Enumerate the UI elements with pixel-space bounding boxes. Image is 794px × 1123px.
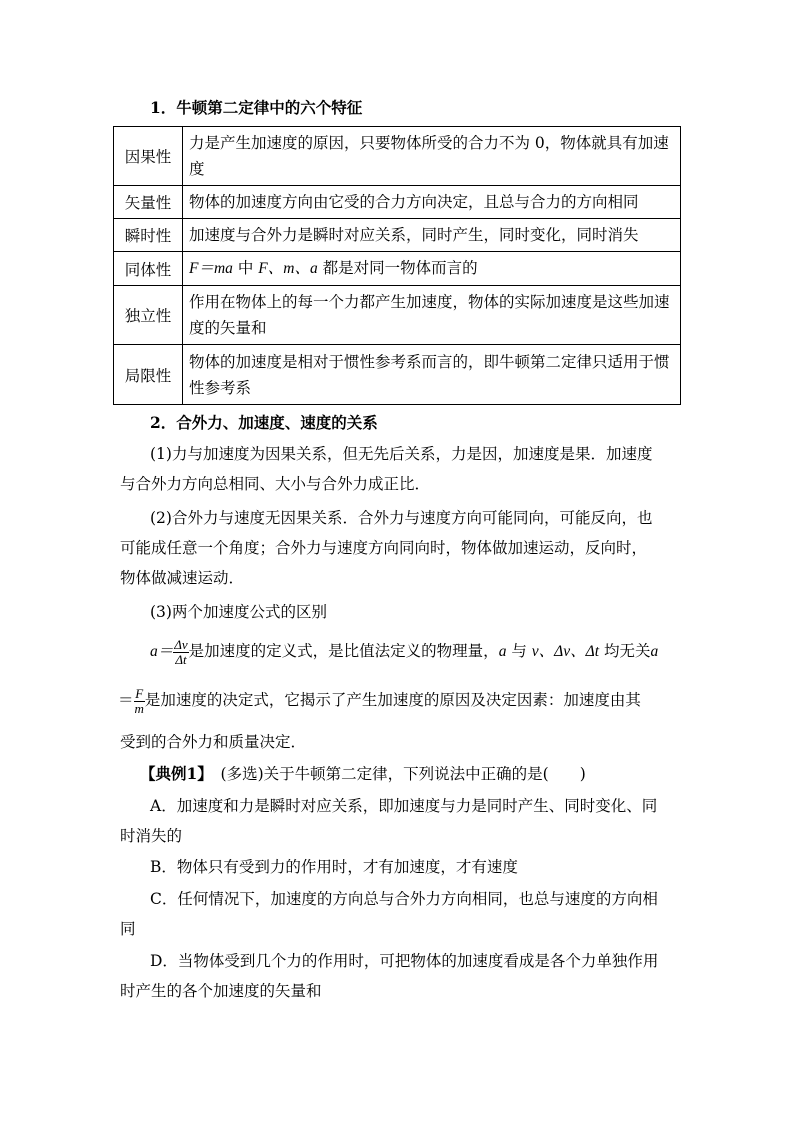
feature-desc: 物体的加速度是相对于惯性参考系而言的，即牛顿第二定律只适用于惯性参考系 [183,345,681,405]
paragraph-1-line: 与合外力方向总相同、大小与合外力成正比． [120,475,431,493]
feature-name: 独立性 [114,286,183,345]
paragraph-2-line: 物体做减速运动． [120,569,245,587]
option-c-line: 同 [120,920,136,938]
example-question: 【典例1】 (多选)关于牛顿第二定律，下列说法中正确的是( ) [140,764,586,783]
option-d-line: D．当物体受到几个力的作用时，可把物体的加速度看成是各个力单独作用 [150,952,659,970]
formula-fma: F＝ma [189,260,233,277]
paragraph-2-line: (2)合外力与速度无因果关系．合外力与速度方向可能同向，可能反向，也 [150,509,653,527]
feature-name: 瞬时性 [114,219,183,252]
table-row [114,219,681,252]
paragraph-4: 受到的合外力和质量决定． [120,733,307,751]
feature-name: 因果性 [114,127,183,186]
option-a-line: 时消失的 [120,827,183,845]
example-label: 【典例1】 [140,764,206,783]
paragraph-3: (3)两个加速度公式的区别 [150,603,327,621]
option-d-line: 时产生的各个加速度的矢量和 [120,982,322,1000]
formula-definition-line: a＝ $\frac{\Delta v}{\Delta t}$ 是加速度的定义式，是比值法定义的物理量，a 与 v、Δv、Δt 均无关a [150,636,659,667]
feature-desc: F＝ma 中 F、m、a 都是对同一物体而言的 [183,252,681,286]
feature-desc: 作用在物体上的每一个力都产生加速度，物体的实际加速度是这些加速度的矢量和 [183,286,681,345]
paragraph-1-line: (1)力与加速度为因果关系，但无先后关系，力是因，加速度是果．加速度 [150,445,653,463]
option-b: B．物体只有受到力的作用时，才有加速度，才有速度 [150,858,518,876]
option-c-line: C．任何情况下，加速度的方向总与合外力方向相同，也总与速度的方向相 [150,890,658,908]
heading-relations: 2．合外力、加速度、速度的关系 [150,413,378,432]
heading-six-features: 1．牛顿第二定律中的六个特征 [150,98,363,117]
fraction-f-m: $\frac{F}{m}$ [134,685,144,716]
feature-name: 同体性 [114,252,183,286]
fraction-dv-dt: $\frac{\Delta v}{\Delta t}$ [174,636,188,667]
table-row [114,186,681,219]
feature-desc: 物体的加速度方向由它受的合力方向决定，且总与合力的方向相同 [183,186,681,219]
feature-name: 矢量性 [114,186,183,219]
feature-name: 局限性 [114,345,183,405]
features-table [113,126,681,405]
table-row [114,286,681,345]
table-row [114,252,681,286]
feature-desc: 加速度与合外力是瞬时对应关系，同时产生，同时变化，同时消失 [183,219,681,252]
formula-vars: F、m、a [258,260,318,277]
paragraph-2-line: 可能成任意一个角度；合外力与速度方向同向时，物体做加速运动，反向时， [120,539,648,557]
option-a-line: A．加速度和力是瞬时对应关系，即加速度与力是同时产生、同时变化、同 [150,797,658,815]
feature-desc: 力是产生加速度的原因，只要物体所受的合力不为 0，物体就具有加速度 [183,127,681,186]
table-row [114,345,681,405]
formula-determining-line: ＝ $\frac{F}{m}$ 是加速度的决定式，它揭示了产生加速度的原因及决定因素：加速度由其 [118,685,641,716]
table-row [114,127,681,186]
